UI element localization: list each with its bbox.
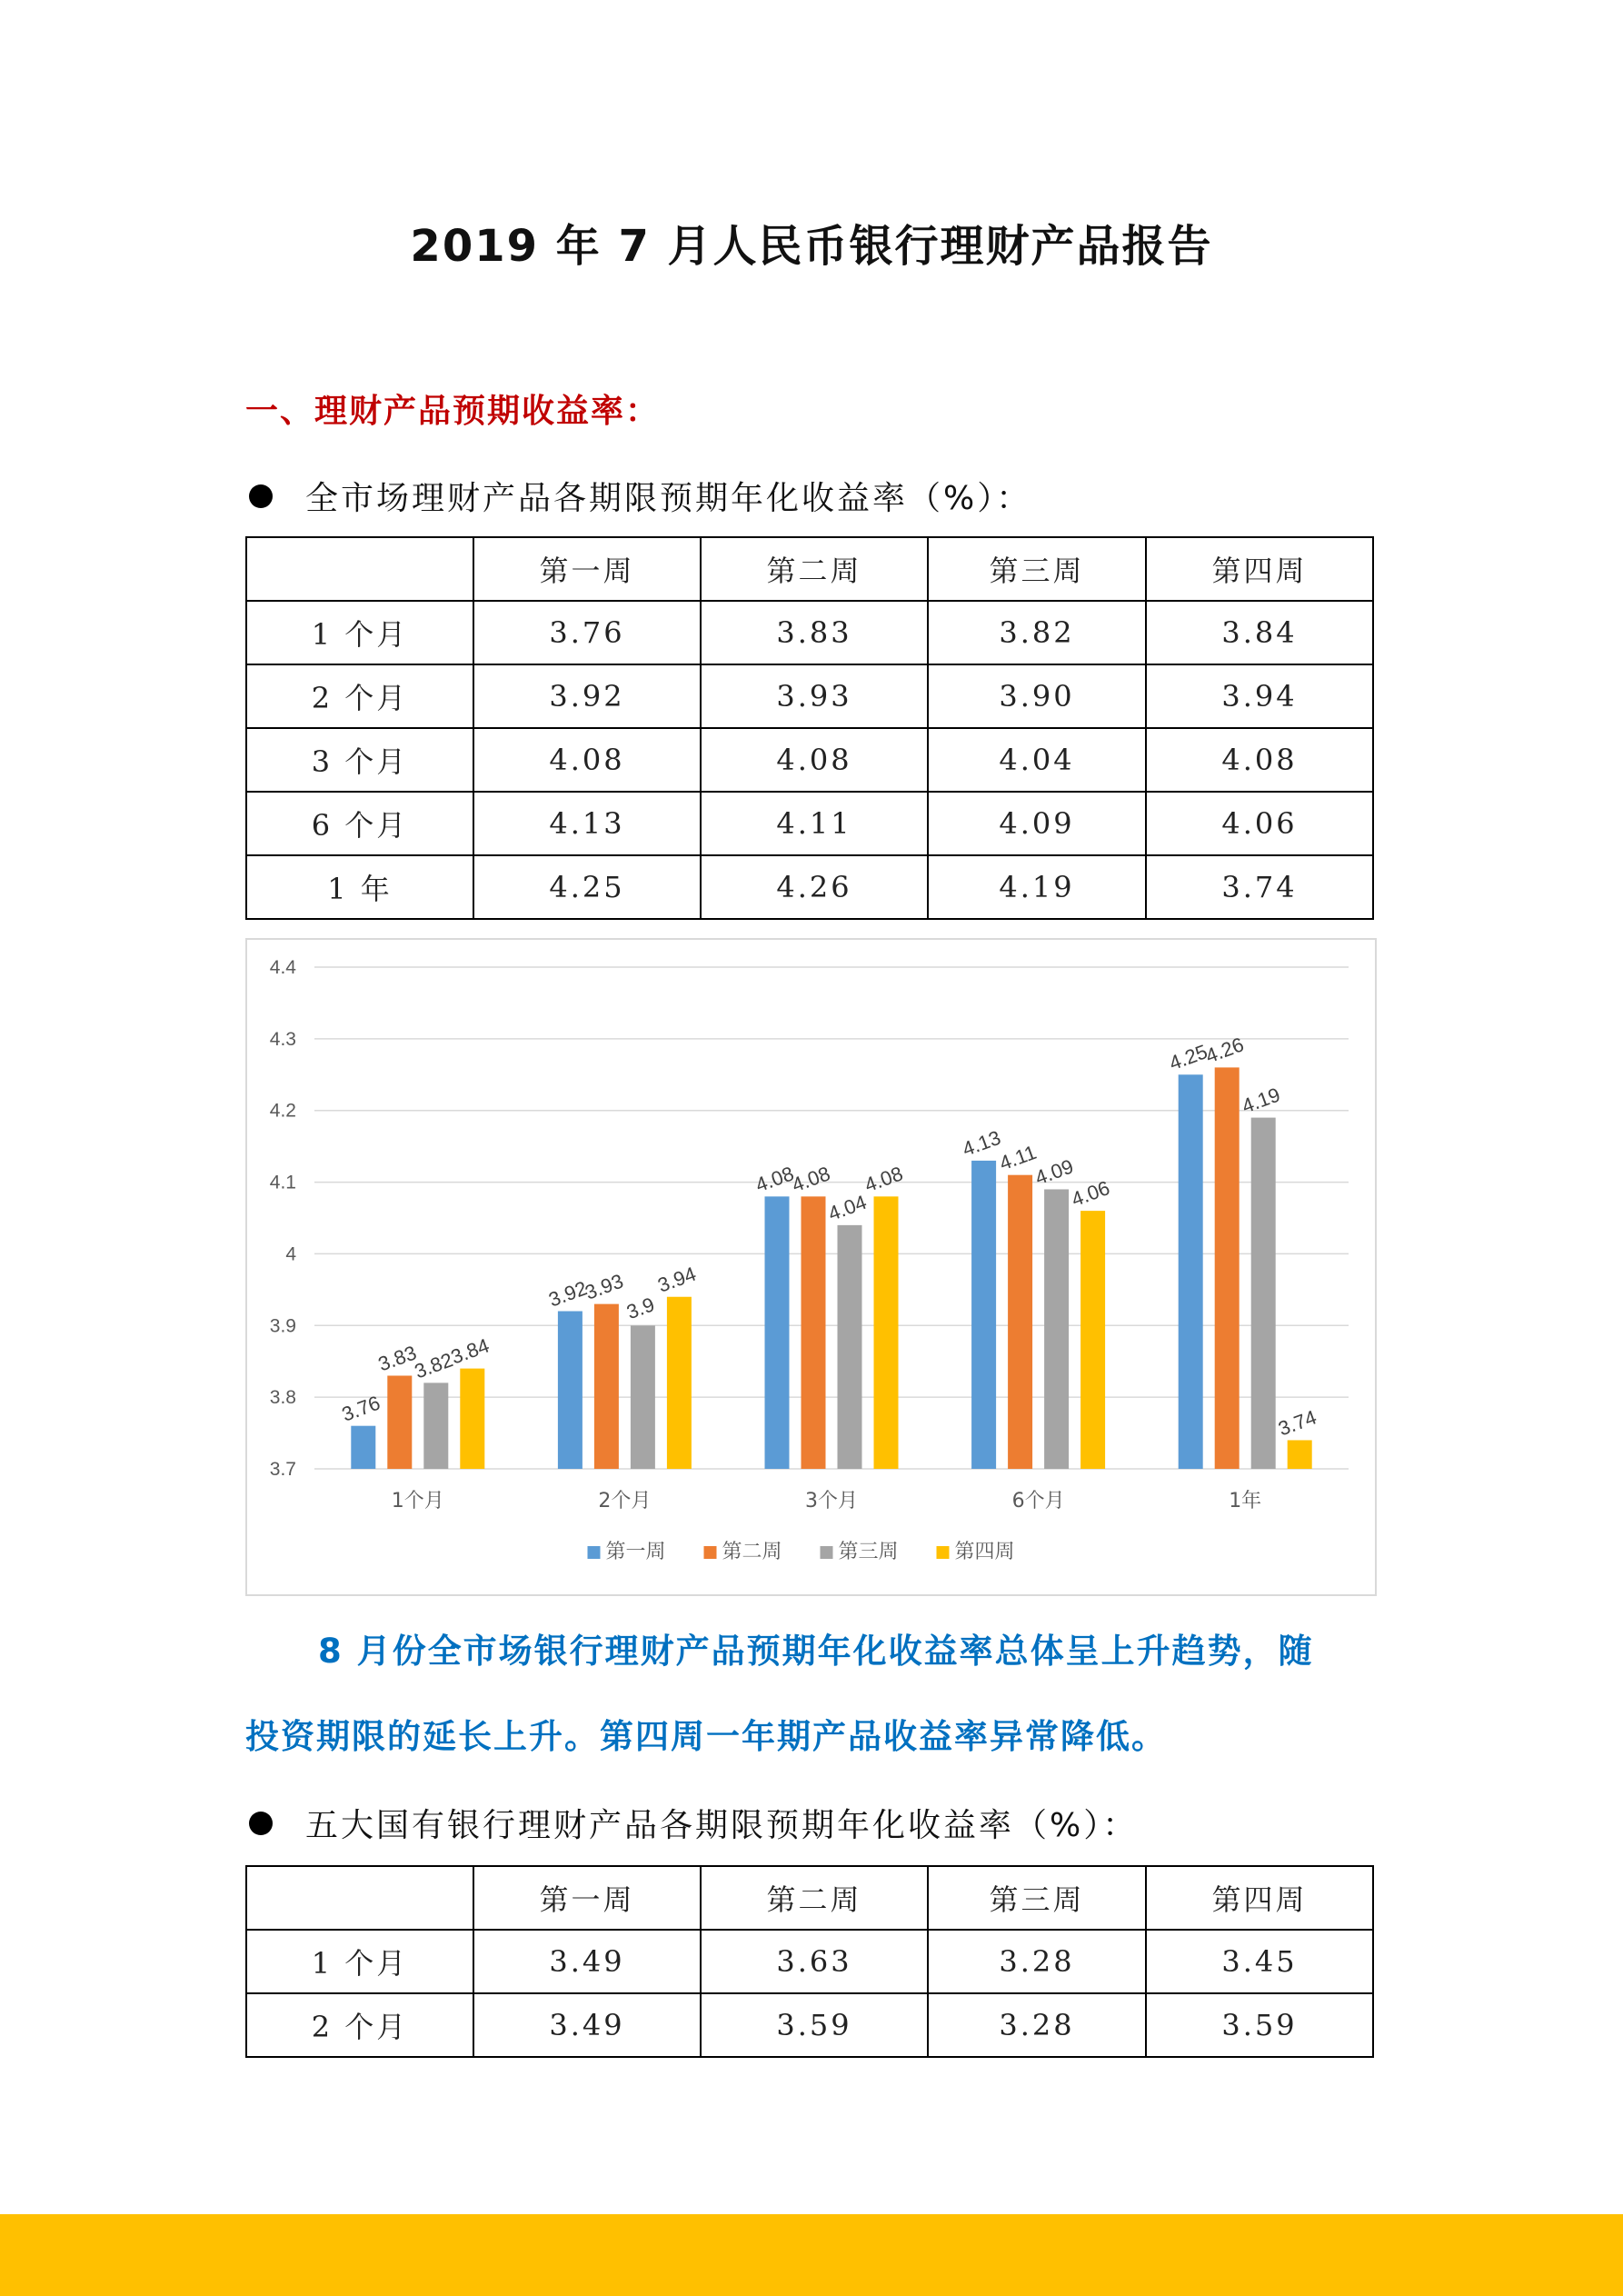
table-cell: 3.49 bbox=[473, 1993, 701, 2057]
legend-swatch bbox=[588, 1546, 601, 1559]
table-header-row bbox=[246, 1866, 1373, 1930]
paragraph-line-1: 8 月份全市场银行理财产品预期年化收益率总体呈上升趋势，随 bbox=[318, 1632, 1314, 1671]
bullet-icon bbox=[249, 1812, 273, 1835]
data-label: 3.83 bbox=[374, 1341, 420, 1376]
legend-swatch bbox=[937, 1546, 950, 1559]
data-label: 4.06 bbox=[1068, 1175, 1113, 1212]
table-cell: 3 个月 bbox=[246, 728, 473, 792]
bar bbox=[971, 1161, 996, 1469]
bar bbox=[1251, 1118, 1276, 1469]
bar bbox=[802, 1196, 826, 1469]
legend-label: 第一周 bbox=[605, 1541, 666, 1563]
table-cell: 4.26 bbox=[701, 855, 928, 919]
table-cell: 3.93 bbox=[701, 664, 928, 728]
table-cell: 3.92 bbox=[473, 664, 701, 728]
table-header-cell bbox=[246, 537, 473, 601]
table-cell: 4.06 bbox=[1146, 792, 1373, 855]
bar bbox=[667, 1297, 692, 1469]
table-cell: 3.74 bbox=[1146, 855, 1373, 919]
data-label: 4.04 bbox=[825, 1190, 870, 1225]
table-cell: 3.76 bbox=[473, 601, 701, 664]
data-label: 4.19 bbox=[1239, 1083, 1284, 1118]
paragraph-line-2: 投资期限的延长上升。第四周一年期产品收益率异常降低。 bbox=[245, 1717, 1167, 1756]
bar bbox=[838, 1225, 862, 1469]
table-cell: 3.59 bbox=[1146, 1993, 1373, 2057]
bar bbox=[351, 1426, 375, 1469]
table-header-cell: 第一周 bbox=[473, 1866, 701, 1930]
bar bbox=[1215, 1067, 1240, 1469]
x-tick-label: 1年 bbox=[1229, 1490, 1262, 1512]
table-cell: 3.83 bbox=[701, 601, 928, 664]
table-cell: 3.28 bbox=[928, 1993, 1146, 2057]
bar bbox=[1044, 1189, 1069, 1469]
data-label: 3.84 bbox=[447, 1333, 493, 1369]
table-cell: 1 年 bbox=[246, 855, 473, 919]
table-row bbox=[246, 1930, 1373, 1993]
bar bbox=[1288, 1440, 1312, 1469]
y-tick-label: 4.1 bbox=[269, 1172, 296, 1193]
yield-bar-chart bbox=[245, 938, 1377, 1596]
y-tick-label: 4.2 bbox=[269, 1100, 296, 1122]
table-header-cell: 第四周 bbox=[1146, 537, 1373, 601]
table-cell: 3.59 bbox=[701, 1993, 928, 2057]
table-cell: 1 个月 bbox=[246, 601, 473, 664]
data-label: 4.08 bbox=[861, 1162, 906, 1197]
table-cell: 3.28 bbox=[928, 1930, 1146, 1993]
bar bbox=[460, 1369, 484, 1469]
data-label: 4.11 bbox=[996, 1140, 1040, 1175]
bullet-market-rates bbox=[245, 473, 1031, 519]
table-cell: 4.08 bbox=[701, 728, 928, 792]
page-title: 2019 年 7 月人民币银行理财产品报告 bbox=[410, 221, 1213, 272]
x-tick-label: 2个月 bbox=[598, 1490, 652, 1512]
data-label: 3.82 bbox=[411, 1348, 456, 1383]
legend-swatch bbox=[821, 1546, 833, 1559]
table-cell: 3.63 bbox=[701, 1930, 928, 1993]
table-cell: 4.08 bbox=[473, 728, 701, 792]
y-tick-label: 3.9 bbox=[269, 1315, 296, 1337]
table-header-cell bbox=[246, 1866, 473, 1930]
table-cell: 4.11 bbox=[701, 792, 928, 855]
table-header-cell: 第三周 bbox=[928, 537, 1146, 601]
table-row bbox=[246, 855, 1373, 919]
table-header-cell: 第四周 bbox=[1146, 1866, 1373, 1930]
table-row bbox=[246, 664, 1373, 728]
data-label: 3.74 bbox=[1275, 1405, 1320, 1441]
analysis-paragraph bbox=[245, 1609, 1381, 1780]
data-label: 3.76 bbox=[338, 1391, 383, 1426]
bar bbox=[558, 1312, 582, 1469]
table-cell: 4.13 bbox=[473, 792, 701, 855]
table-header-cell: 第三周 bbox=[928, 1866, 1146, 1930]
data-label: 4.13 bbox=[959, 1125, 1004, 1161]
table-cell: 2 个月 bbox=[246, 1993, 473, 2057]
x-tick-label: 1个月 bbox=[391, 1490, 444, 1512]
table-cell: 3.94 bbox=[1146, 664, 1373, 728]
data-label: 3.92 bbox=[545, 1276, 591, 1312]
footer-bar bbox=[0, 2214, 1623, 2296]
bar bbox=[594, 1304, 619, 1469]
table-cell: 3.49 bbox=[473, 1930, 701, 1993]
bar bbox=[387, 1375, 412, 1469]
table-cell: 3.90 bbox=[928, 664, 1146, 728]
table-cell: 4.25 bbox=[473, 855, 701, 919]
table-row bbox=[246, 601, 1373, 664]
data-label: 3.9 bbox=[623, 1293, 658, 1324]
table-header-row bbox=[246, 537, 1373, 601]
y-tick-label: 4 bbox=[285, 1243, 296, 1265]
table-header-cell: 第二周 bbox=[701, 537, 928, 601]
data-label: 3.94 bbox=[654, 1262, 700, 1297]
bar bbox=[1080, 1211, 1105, 1469]
market-rate-table bbox=[245, 536, 1374, 920]
table-cell: 6 个月 bbox=[246, 792, 473, 855]
legend-label: 第四周 bbox=[954, 1541, 1015, 1563]
data-label: 4.26 bbox=[1202, 1033, 1248, 1068]
bar bbox=[874, 1196, 899, 1469]
table-cell: 2 个月 bbox=[246, 664, 473, 728]
x-tick-label: 3个月 bbox=[805, 1490, 858, 1512]
legend-label: 第三周 bbox=[838, 1541, 899, 1563]
data-label: 4.09 bbox=[1031, 1154, 1077, 1190]
legend-label: 第二周 bbox=[722, 1541, 782, 1563]
table-row bbox=[246, 792, 1373, 855]
data-label: 4.08 bbox=[752, 1162, 797, 1197]
table-row bbox=[246, 1993, 1373, 2057]
bullet-icon bbox=[249, 484, 273, 508]
table-header-cell: 第一周 bbox=[473, 537, 701, 601]
data-label: 4.08 bbox=[789, 1162, 833, 1197]
bullet-text: 全市场理财产品各期限预期年化收益率（%）： bbox=[305, 480, 1032, 517]
table-header-cell: 第二周 bbox=[701, 1866, 928, 1930]
legend-swatch bbox=[704, 1546, 717, 1559]
section-heading: 一、理财产品预期收益率： bbox=[245, 393, 661, 430]
y-tick-label: 4.3 bbox=[269, 1028, 296, 1050]
data-label: 3.93 bbox=[582, 1269, 627, 1304]
bullet-state-bank-rates bbox=[245, 1800, 1138, 1846]
table-cell: 4.08 bbox=[1146, 728, 1373, 792]
x-tick-label: 6个月 bbox=[1011, 1490, 1065, 1512]
table-cell: 3.84 bbox=[1146, 601, 1373, 664]
bar bbox=[423, 1383, 448, 1469]
bar bbox=[1179, 1074, 1203, 1469]
bar bbox=[1008, 1175, 1032, 1469]
data-label: 4.25 bbox=[1166, 1040, 1211, 1075]
y-tick-label: 4.4 bbox=[269, 957, 296, 978]
bar bbox=[765, 1196, 790, 1469]
bar bbox=[631, 1325, 655, 1469]
state-bank-rate-table bbox=[245, 1865, 1374, 2058]
table-cell: 1 个月 bbox=[246, 1930, 473, 1993]
y-tick-label: 3.7 bbox=[269, 1459, 296, 1480]
bullet-text: 五大国有银行理财产品各期限预期年化收益率（%）： bbox=[305, 1807, 1139, 1844]
table-cell: 3.45 bbox=[1146, 1930, 1373, 1993]
table-cell: 4.04 bbox=[928, 728, 1146, 792]
table-cell: 4.19 bbox=[928, 855, 1146, 919]
table-row bbox=[246, 728, 1373, 792]
y-tick-label: 3.8 bbox=[269, 1387, 296, 1409]
table-cell: 3.82 bbox=[928, 601, 1146, 664]
chart-canvas bbox=[247, 940, 1375, 1594]
table-cell: 4.09 bbox=[928, 792, 1146, 855]
